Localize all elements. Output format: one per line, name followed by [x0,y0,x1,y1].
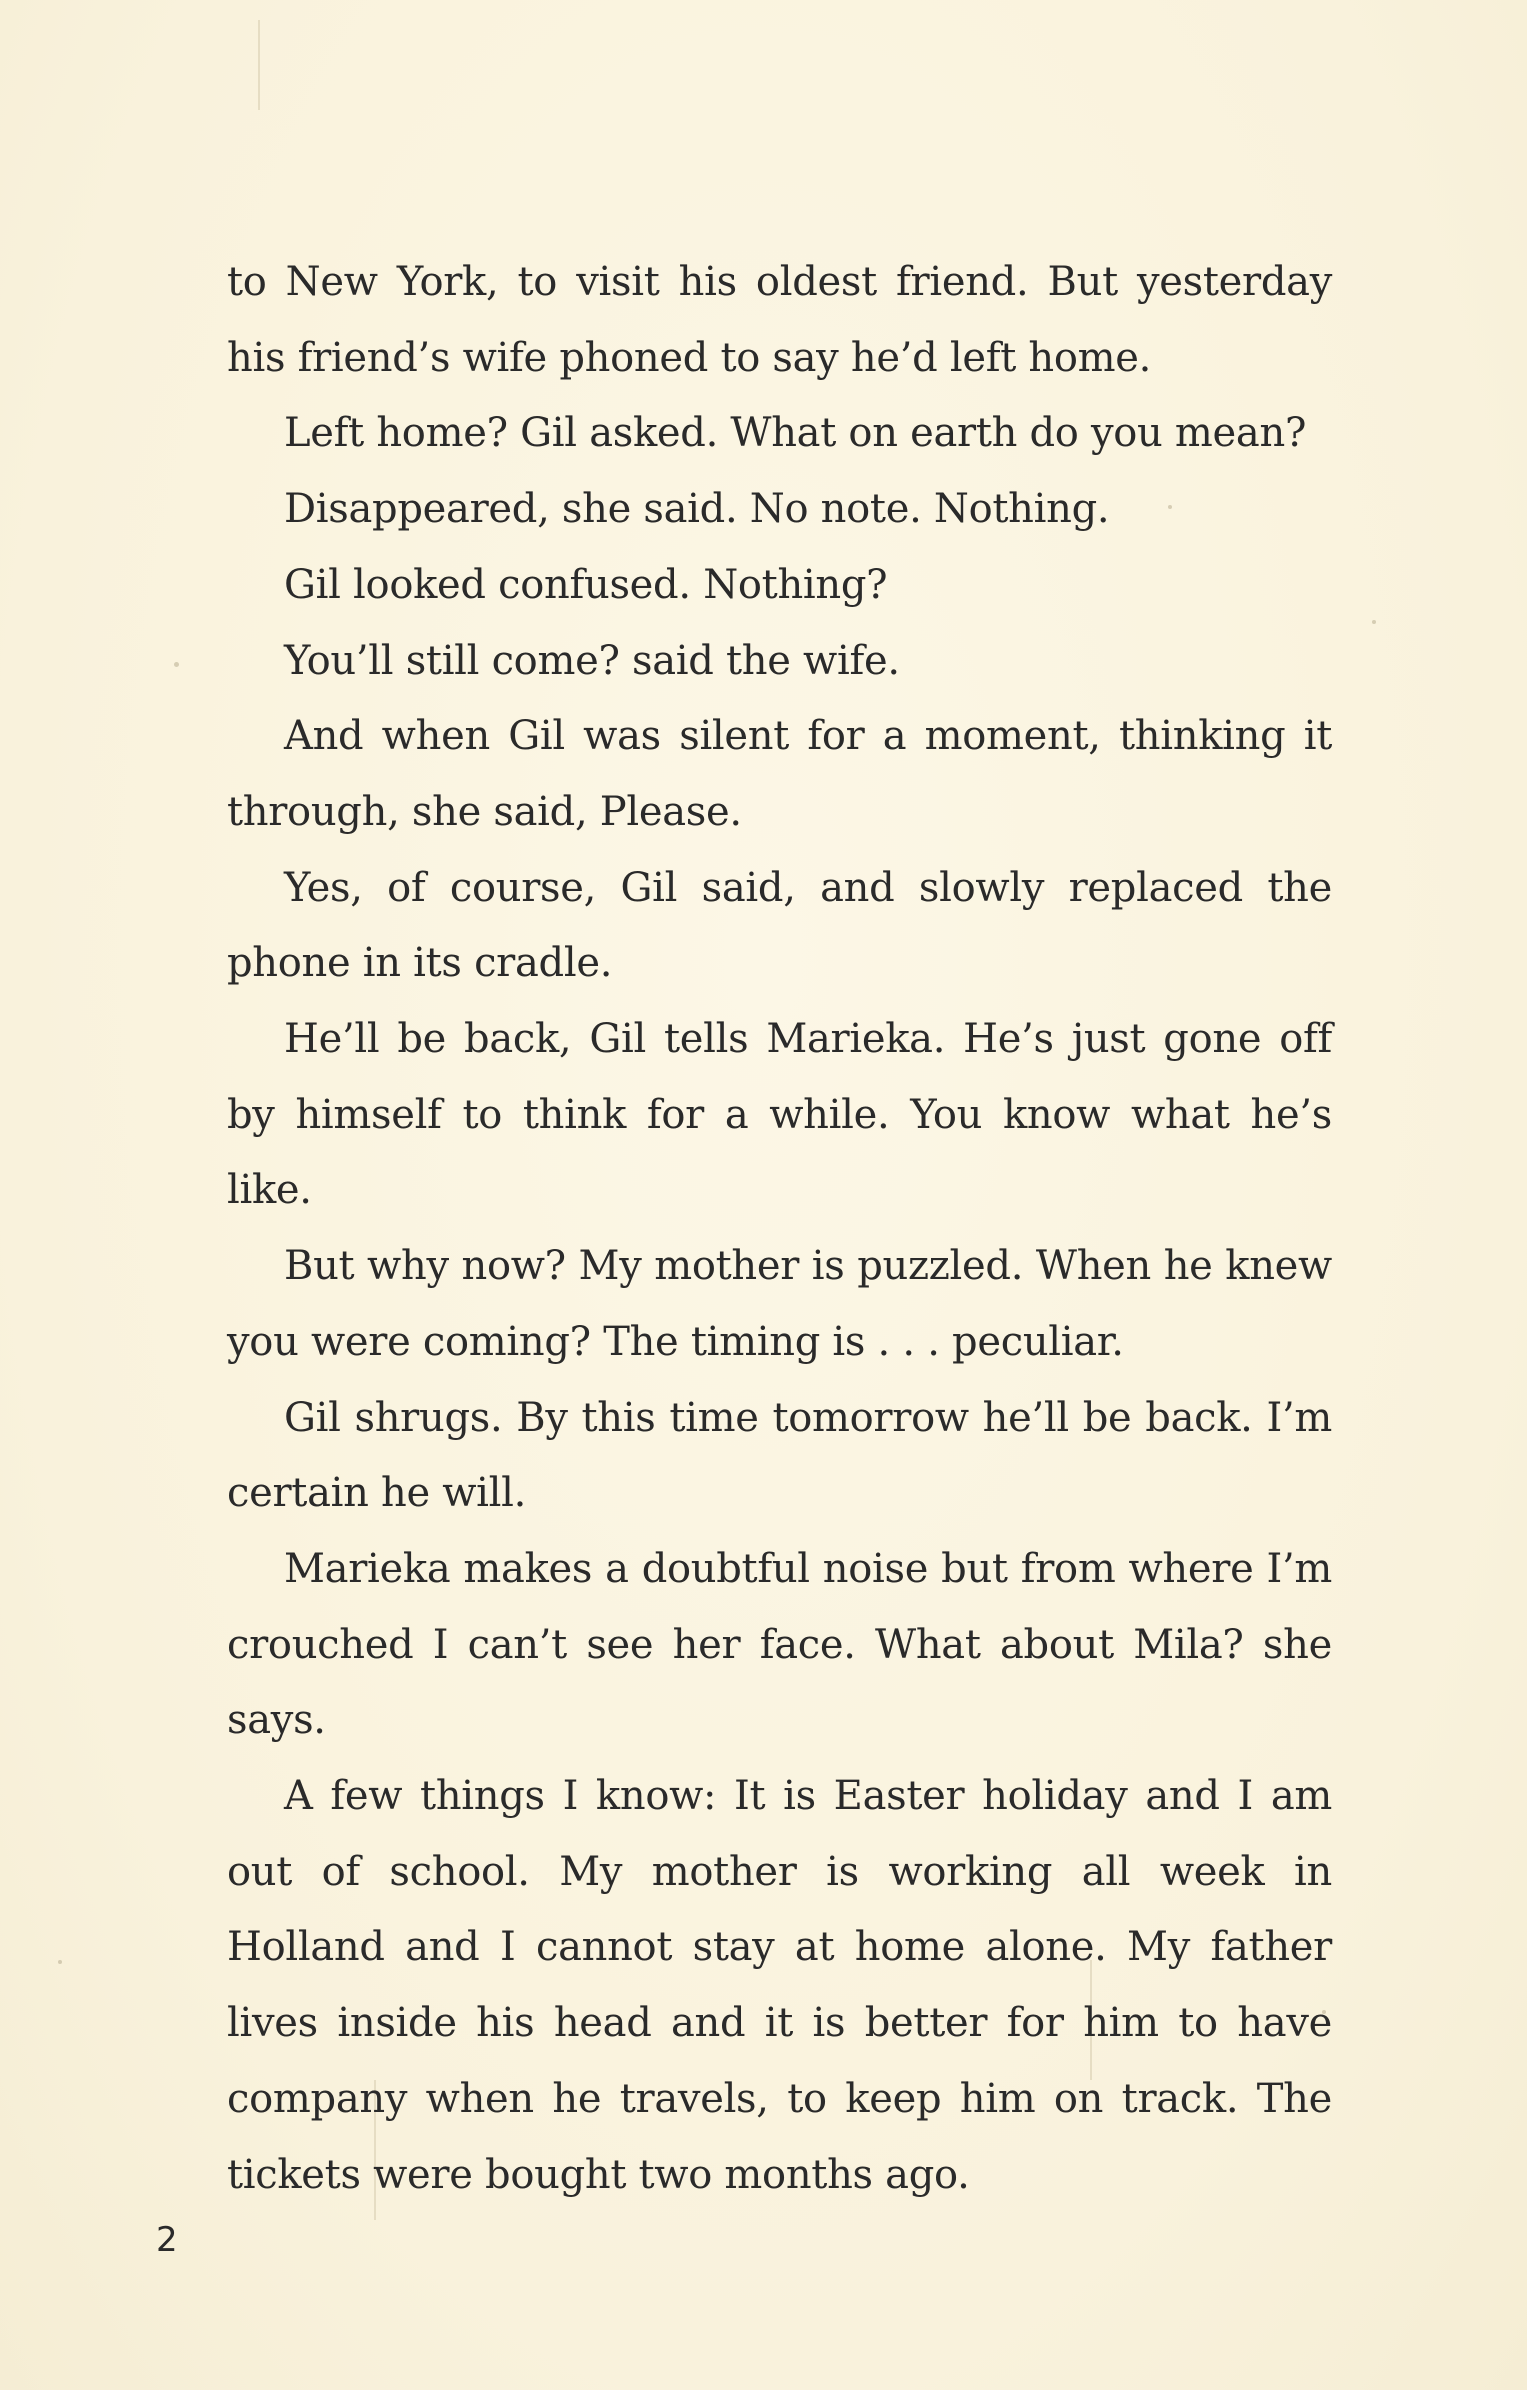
paragraph: Disappeared, she said. No note. Nothing. [284,486,1110,533]
paragraph: He’ll be back, Gil tells Marieka. He’s just gone off by himself to think for a while. You know what he’s like. [227,1016,1332,1214]
body-text [227,245,1332,2213]
paragraph: But why now? My mother is puzzled. When he knew you were coming? The timing is . . . peculiar. [227,1243,1332,1365]
paper-speck [174,662,179,667]
paragraph: to New York, to visit his oldest friend. But yesterday his friend’s wife phoned to say he’d left home. [227,259,1332,381]
paragraph: And when Gil was silent for a moment, thinking it through, she said, Please. [227,713,1332,835]
paper-speck [1372,620,1376,624]
paragraph: Yes, of course, Gil said, and slowly replaced the phone in its cradle. [227,864,1332,987]
paragraph: You’ll still come? said the wife. [284,637,900,684]
paragraph: Gil shrugs. By this time tomorrow he’ll be back. I’m certain he will. [227,1394,1332,1517]
paper-speck [58,1960,62,1964]
paragraph: Marieka makes a doubtful noise but from where I’m crouched I can’t see her face. What about Mila? she says. [227,1545,1332,1744]
paragraph: A few things I know: It is Easter holiday and I am out of school. My mother is working all week in Holland and I cannot stay at home alone. My father lives inside his head and it is better for him to have company when he travels, to keep him on track. The tickets were bought two months ago. [227,1773,1332,2198]
paragraph: Gil looked confused. Nothing? [284,561,888,608]
paragraph: Left home? Gil asked. What on earth do you mean? [284,410,1307,457]
page-number: 2 [156,2220,178,2260]
paper-streak [258,20,260,110]
